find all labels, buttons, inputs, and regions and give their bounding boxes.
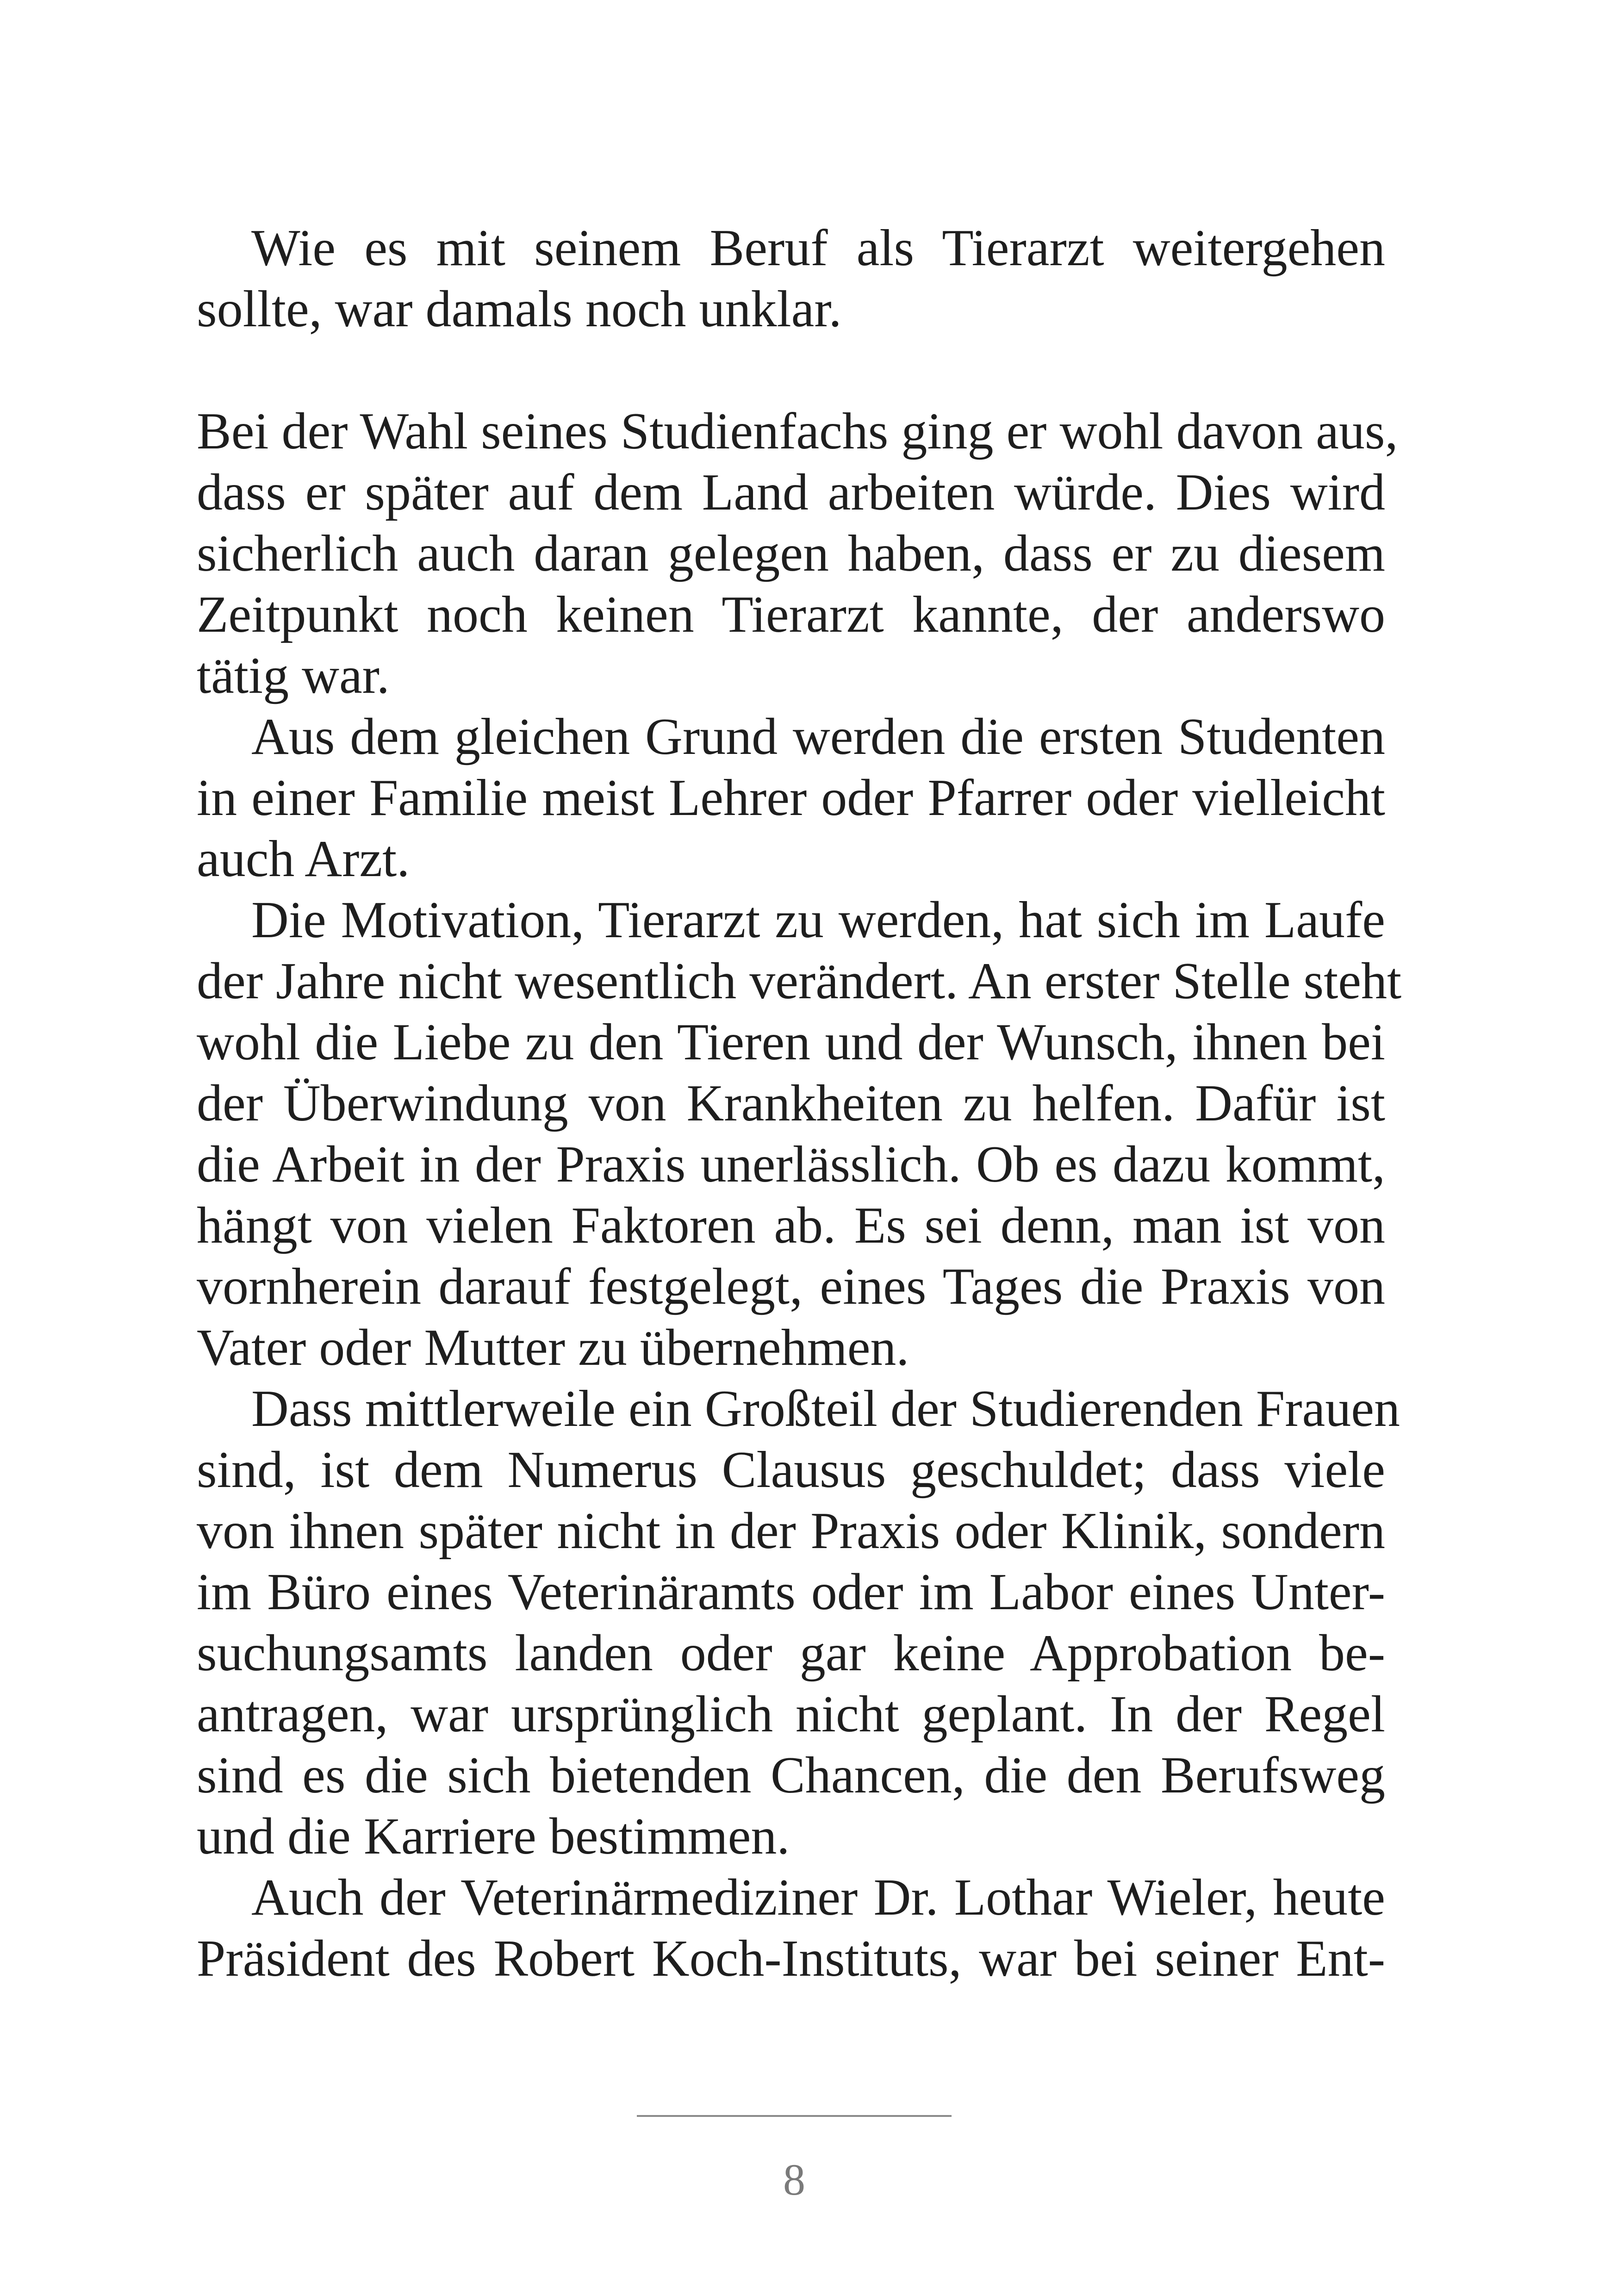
text-line: auch Arzt.	[197, 830, 410, 888]
text-line: Vater oder Mutter zu übernehmen.	[197, 1319, 909, 1376]
text-line: sicherlich auch daran gelegen haben, dass er zu diesem	[197, 525, 1385, 582]
text-line: sollte, war damals noch unklar.	[197, 280, 842, 338]
text-line: Bei der Wahl seines Studienfachs ging er wohl davon aus,	[197, 403, 1398, 460]
text-line: und die Karriere bestimmen.	[197, 1808, 790, 1865]
paragraph-5	[197, 1378, 1400, 1867]
text-line: der Überwindung von Krankheiten zu helfen. Dafür ist	[197, 1075, 1385, 1132]
paragraph-1	[197, 218, 1385, 340]
text-line: Präsident des Robert Koch-Instituts, war bei seiner Ent-	[197, 1930, 1385, 1987]
text-line: dass er später auf dem Land arbeiten würde. Dies wird	[197, 464, 1385, 521]
paragraph-3	[197, 706, 1385, 890]
text-line: Wie es mit seinem Beruf als Tierarzt weitergehen	[251, 219, 1385, 277]
text-line: tätig war.	[197, 647, 390, 704]
text-line: wohl die Liebe zu den Tieren und der Wunsch, ihnen bei	[197, 1014, 1385, 1071]
text-line: Zeitpunkt noch keinen Tierarzt kannte, der anderswo	[197, 586, 1385, 643]
text-line: Aus dem gleichen Grund werden die ersten Studenten	[251, 708, 1385, 765]
page-number: 8	[783, 2155, 805, 2204]
paragraph-4	[197, 890, 1402, 1378]
text-line: die Arbeit in der Praxis unerlässlich. Ob es dazu kommt,	[197, 1136, 1385, 1193]
text-line: vornherein darauf festgelegt, eines Tages die Praxis von	[197, 1258, 1385, 1315]
text-line: Auch der Veterinärmediziner Dr. Lothar Wieler, heute	[251, 1869, 1385, 1926]
text-line: suchungsamts landen oder gar keine Approbation be-	[197, 1624, 1385, 1682]
text-line: in einer Familie meist Lehrer oder Pfarrer oder vielleicht	[197, 769, 1385, 827]
text-line: sind, ist dem Numerus Clausus geschuldet; dass viele	[197, 1441, 1385, 1499]
text-line: hängt von vielen Faktoren ab. Es sei denn, man ist von	[197, 1197, 1385, 1254]
text-line: im Büro eines Veterinäramts oder im Labor eines Unter-	[197, 1563, 1385, 1621]
paragraph-2	[197, 401, 1398, 706]
paragraph-6	[197, 1867, 1385, 1989]
text-line: der Jahre nicht wesentlich verändert. An erster Stelle steht	[197, 952, 1402, 1010]
text-line: von ihnen später nicht in der Praxis oder Klinik, sondern	[197, 1502, 1385, 1560]
body-text	[197, 218, 1402, 1989]
text-line: antragen, war ursprünglich nicht geplant. In der Regel	[197, 1686, 1385, 1743]
text-line: sind es die sich bietenden Chancen, die den Berufsweg	[197, 1747, 1385, 1804]
text-line: Die Motivation, Tierarzt zu werden, hat sich im Laufe	[251, 891, 1385, 949]
footer-divider	[637, 2115, 952, 2117]
text-line: Dass mittlerweile ein Großteil der Studierenden Frauen	[251, 1380, 1400, 1437]
